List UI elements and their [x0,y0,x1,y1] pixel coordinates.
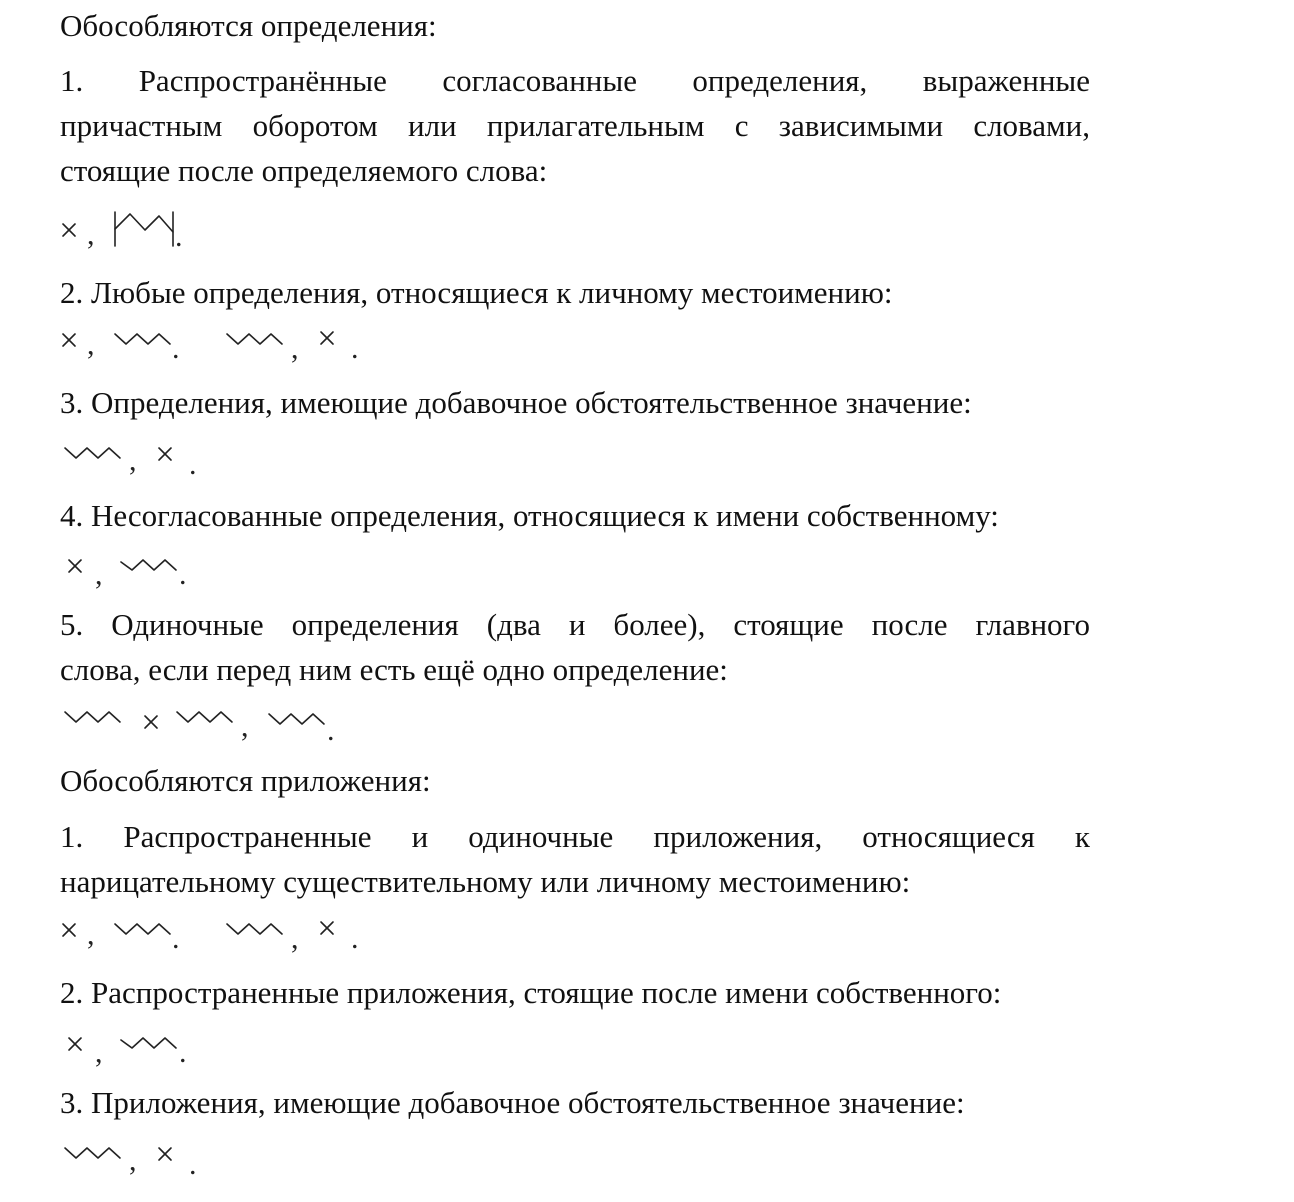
wavy-underline-icon [269,714,324,724]
definitions-rule-2: 2. Любые определения, относящиеся к личному местоимению: [60,275,893,310]
period-mark: . [175,220,183,253]
scheme-definitions-5 [55,700,355,750]
comma-mark: , [87,328,95,361]
scheme-appositions-2 [55,1020,215,1070]
period-mark: . [172,922,180,955]
definitions-rule-4: 4. Несогласованные определения, относящиеся к имени собственному: [60,498,999,533]
wavy-underline-icon [115,924,170,934]
wavy-underline-icon [65,712,120,722]
bracketed-wavy-icon [115,212,173,246]
period-mark: . [172,332,180,365]
period-mark: . [179,558,187,591]
period-mark: . [327,714,335,747]
wavy-underline-icon [121,560,176,570]
definitions-rule-1-line-2: причастным оборотом или прилагательным с зависимыми словами, [60,108,1090,143]
cross-icon [145,716,157,728]
scheme-definitions-1 [55,200,255,260]
wavy-underline-icon [121,1038,176,1048]
appositions-heading: Обособляются приложения: [60,763,431,798]
period-mark: . [351,332,359,365]
comma-mark: , [87,918,95,951]
cross-icon [159,448,171,460]
comma-mark: , [129,1144,137,1177]
comma-mark: , [241,710,249,743]
comma-mark: , [129,444,137,477]
period-mark: . [351,922,359,955]
wavy-underline-icon [65,448,120,458]
comma-mark: , [87,218,95,251]
cross-icon [63,924,75,936]
period-mark: . [179,1036,187,1069]
appositions-rule-1-line-1: 1. Распространенные и одиночные приложения, относящиеся к [60,819,1090,854]
cross-icon [321,332,333,344]
appositions-rule-3: 3. Приложения, имеющие добавочное обстоятельственное значение: [60,1085,965,1120]
appositions-rule-2: 2. Распространенные приложения, стоящие после имени собственного: [60,975,1002,1010]
comma-mark: , [291,332,299,365]
definitions-rule-1-line-1: 1. Распространённые согласованные определения, выраженные [60,63,1090,98]
cross-icon [321,922,333,934]
definitions-rule-3: 3. Определения, имеющие добавочное обстоятельственное значение: [60,385,972,420]
comma-mark: , [291,922,299,955]
cross-icon [63,334,75,346]
definitions-rule-5-line-1: 5. Одиночные определения (два и более), стоящие после главного [60,607,1090,642]
scheme-definitions-2 [55,318,385,368]
wavy-underline-icon [227,334,282,344]
wavy-underline-icon [177,712,232,722]
scheme-definitions-4 [55,542,215,592]
period-mark: . [189,448,197,481]
wavy-underline-icon [115,334,170,344]
cross-icon [69,1038,81,1050]
appositions-rule-1-line-2: нарицательному существительному или личному местоимению: [60,864,911,899]
cross-icon [159,1148,171,1160]
comma-mark: , [95,558,103,591]
comma-mark: , [95,1036,103,1069]
cross-icon [69,560,81,572]
scheme-appositions-1 [55,908,385,958]
scheme-appositions-3 [55,1130,225,1180]
definitions-rule-5-line-2: слова, если перед ним есть ещё одно определение: [60,652,728,687]
wavy-underline-icon [65,1148,120,1158]
wavy-underline-icon [227,924,282,934]
period-mark: . [189,1148,197,1181]
cross-icon [63,224,75,236]
definitions-heading: Обособляются определения: [60,8,437,43]
scheme-definitions-3 [55,430,225,480]
definitions-rule-1-line-3: стоящие после определяемого слова: [60,153,548,188]
